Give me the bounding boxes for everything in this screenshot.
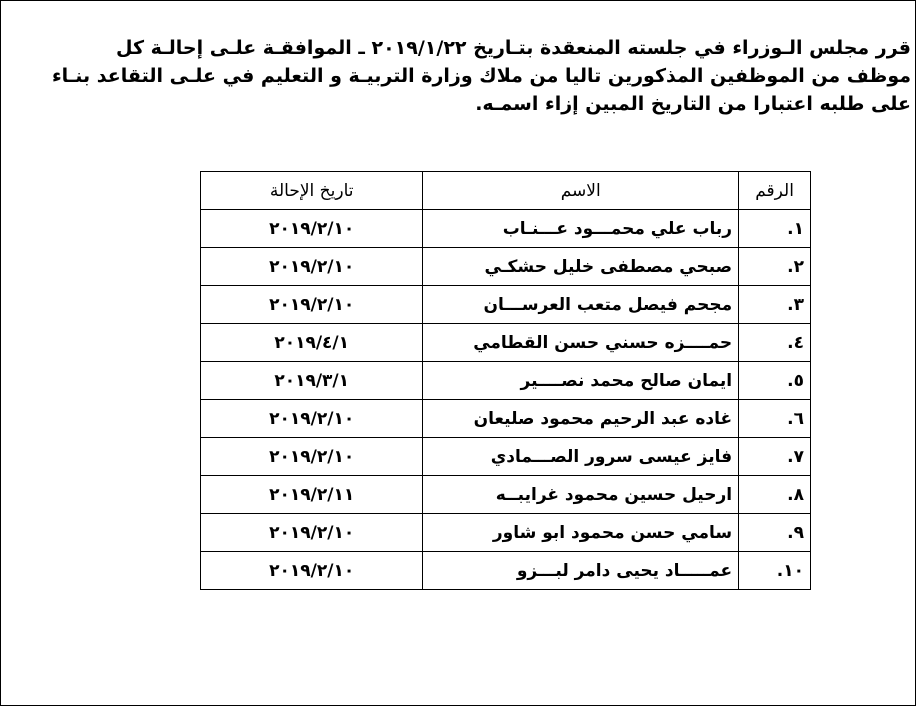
table-row bbox=[201, 476, 811, 514]
row-date: ٢٠١٩/٢/١٠ bbox=[201, 400, 423, 438]
row-date: ٢٠١٩/٤/١ bbox=[201, 324, 423, 362]
decision-line: على طلبه اعتبارا من التاريخ المبين إزاء اسمـه. bbox=[475, 93, 911, 115]
row-date: ٢٠١٩/٢/١٠ bbox=[201, 286, 423, 324]
decision-paragraph bbox=[41, 34, 911, 118]
decision-line: قرر مجلس الـوزراء في جلسته المنعقدة بتـاريخ ٢٠١٩/١/٢٢ ـ الموافقـة علـى إحالـة كل bbox=[116, 37, 911, 59]
row-name: سامي حسن محمود ابو شاور bbox=[423, 514, 739, 552]
row-name: صبحي مصطفى خليل حشكـي bbox=[423, 248, 739, 286]
row-date: ٢٠١٩/٢/١٠ bbox=[201, 552, 423, 590]
row-name: ايمان صالح محمد نصــــير bbox=[423, 362, 739, 400]
table-row bbox=[201, 210, 811, 248]
row-date: ٢٠١٩/٢/١١ bbox=[201, 476, 423, 514]
row-name: مجحم فيصل متعب العرســـان bbox=[423, 286, 739, 324]
row-date: ٢٠١٩/٢/١٠ bbox=[201, 248, 423, 286]
row-name: فايز عيسى سرور الصـــمادي bbox=[423, 438, 739, 476]
row-name: ارحيل حسين محمود غرايبــه bbox=[423, 476, 739, 514]
row-number: ٦. bbox=[739, 400, 811, 438]
row-name: عمـــــاد يحيى دامر لبـــزو bbox=[423, 552, 739, 590]
table-row bbox=[201, 514, 811, 552]
table-header-row bbox=[201, 172, 811, 210]
row-number: ٤. bbox=[739, 324, 811, 362]
table-row bbox=[201, 362, 811, 400]
row-number: ١. bbox=[739, 210, 811, 248]
table-row bbox=[201, 438, 811, 476]
header-date: تاريخ الإحالة bbox=[201, 172, 423, 210]
row-number: ٢. bbox=[739, 248, 811, 286]
row-number: ٨. bbox=[739, 476, 811, 514]
row-number: ٥. bbox=[739, 362, 811, 400]
row-name: حمــــزه حسني حسن القطامي bbox=[423, 324, 739, 362]
retirement-table bbox=[200, 171, 811, 590]
decision-line: موظف من الموظفين المذكورين تاليا من ملاك وزارة التربيـة و التعليم في علـى التقاعد بنـاء bbox=[51, 65, 911, 87]
row-number: ١٠. bbox=[739, 552, 811, 590]
header-number: الرقم bbox=[739, 172, 811, 210]
row-date: ٢٠١٩/٢/١٠ bbox=[201, 210, 423, 248]
table-row bbox=[201, 286, 811, 324]
table-row bbox=[201, 324, 811, 362]
row-number: ٩. bbox=[739, 514, 811, 552]
row-date: ٢٠١٩/٣/١ bbox=[201, 362, 423, 400]
header-name: الاسم bbox=[423, 172, 739, 210]
row-name: رباب علي محمـــود عـــنـاب bbox=[423, 210, 739, 248]
row-number: ٧. bbox=[739, 438, 811, 476]
row-number: ٣. bbox=[739, 286, 811, 324]
row-name: غاده عبد الرحيم محمود صليعان bbox=[423, 400, 739, 438]
row-date: ٢٠١٩/٢/١٠ bbox=[201, 438, 423, 476]
row-date: ٢٠١٩/٢/١٠ bbox=[201, 514, 423, 552]
table-row bbox=[201, 552, 811, 590]
table-row bbox=[201, 400, 811, 438]
table-row bbox=[201, 248, 811, 286]
